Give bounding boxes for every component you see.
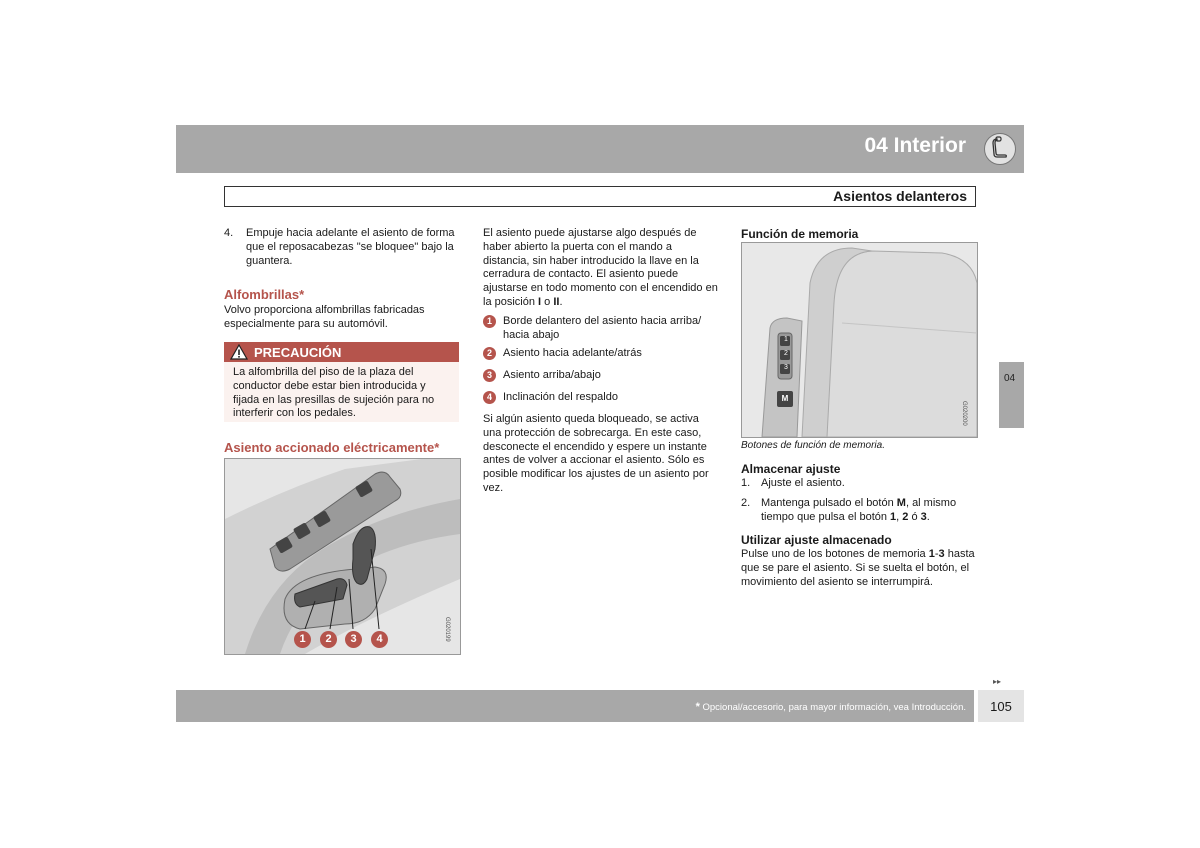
seat-controls-figure: [224, 458, 461, 655]
callout-2: 2: [320, 631, 337, 648]
item-text: Inclinación del respaldo: [503, 391, 618, 403]
item-text: Asiento arriba/abajo: [503, 369, 601, 381]
list-item: [483, 315, 718, 343]
figure-code: G020200: [961, 401, 967, 426]
section-header: [224, 186, 976, 207]
side-tab-label: 04: [1004, 373, 1016, 384]
memory-buttons-figure: [741, 242, 978, 438]
power-seat-heading: Asiento accionado eléctricamente*: [224, 440, 440, 455]
intro-paragraph: El asiento puede ajustarse algo después de haber abierto la puerta con el mando a distancia, sin haber introducido la llave en la cerradura de contacto. El asiento puede ajustarse en todo momento con el encendido en la posición I o II.: [483, 227, 718, 308]
footer-note: * Opcional/accesorio, para mayor información, vea Introducción.: [695, 701, 966, 713]
memory-button-m: M: [781, 394, 789, 403]
use-heading: Utilizar ajuste almacenado: [741, 533, 892, 547]
item-number: 2: [483, 347, 496, 360]
caution-header: [224, 342, 459, 362]
chapter-title: 04 Interior: [864, 134, 966, 157]
figure-code: G020199: [444, 617, 450, 642]
seat-icon: [984, 133, 1016, 165]
memory-button-2: 2: [784, 350, 788, 357]
caution-label: PRECAUCIÓN: [254, 345, 342, 360]
callout-3: 3: [345, 631, 362, 648]
footer-bar: [176, 690, 974, 722]
item-text: Borde delantero del asiento hacia arriba/ hacia abajo: [503, 315, 702, 341]
store-step-text: Mantenga pulsado el botón M, al mismo tiempo que pulsa el botón 1, 2 ó 3.: [761, 497, 957, 523]
memory-button-1: 1: [784, 336, 788, 343]
caution-text: La alfombrilla del piso de la plaza del conductor debe estar bien introducida y fijada en las presillas de sujeción para no interferir con los pedales.: [233, 366, 435, 420]
memory-heading: Función de memoria: [741, 227, 859, 241]
mats-text: Volvo proporciona alfombrillas fabricadas especialmente para su automóvil.: [224, 304, 425, 330]
callout-4: 4: [371, 631, 388, 648]
mats-heading: Alfombrillas*: [224, 287, 305, 302]
page-number-box: [978, 690, 1024, 722]
page-number: 105: [990, 699, 1012, 714]
store-step-number: 1.: [741, 477, 751, 489]
figure-caption: Botones de función de memoria.: [741, 440, 885, 451]
step-text: Empuje hacia adelante el asiento de forma que el reposacabezas "se bloquee" bajo la guantera.: [246, 227, 455, 267]
store-step-number: 2.: [741, 497, 751, 509]
item-number: 1: [483, 315, 496, 328]
overload-paragraph: Si algún asiento queda bloqueado, se activa una protección de sobrecarga. En este caso, desconecte el encendido y espere un instante antes de volver a accionar el asiento. Sólo es posible modificar los ajustes de un asiento por vez.: [483, 413, 709, 494]
use-paragraph: Pulse uno de los botones de memoria 1-3 hasta que se pare el asiento. Si se suelta el botón, el movimiento del asiento se interrumpirá.: [741, 548, 975, 588]
memory-button-3: 3: [784, 364, 788, 371]
section-title: Asientos delanteros: [833, 188, 967, 204]
step-number: 4.: [224, 227, 234, 239]
double-arrow-right-icon: ▸▸: [993, 677, 1002, 686]
item-text: Asiento hacia adelante/atrás: [503, 347, 642, 359]
store-step-text: Ajuste el asiento.: [761, 477, 845, 489]
caution-body: [224, 362, 459, 422]
item-number: 4: [483, 391, 496, 404]
chapter-header-bar: [176, 125, 1024, 173]
store-heading: Almacenar ajuste: [741, 462, 841, 476]
chapter-side-tab[interactable]: [999, 362, 1024, 428]
item-number: 3: [483, 369, 496, 382]
callout-1: 1: [294, 631, 311, 648]
